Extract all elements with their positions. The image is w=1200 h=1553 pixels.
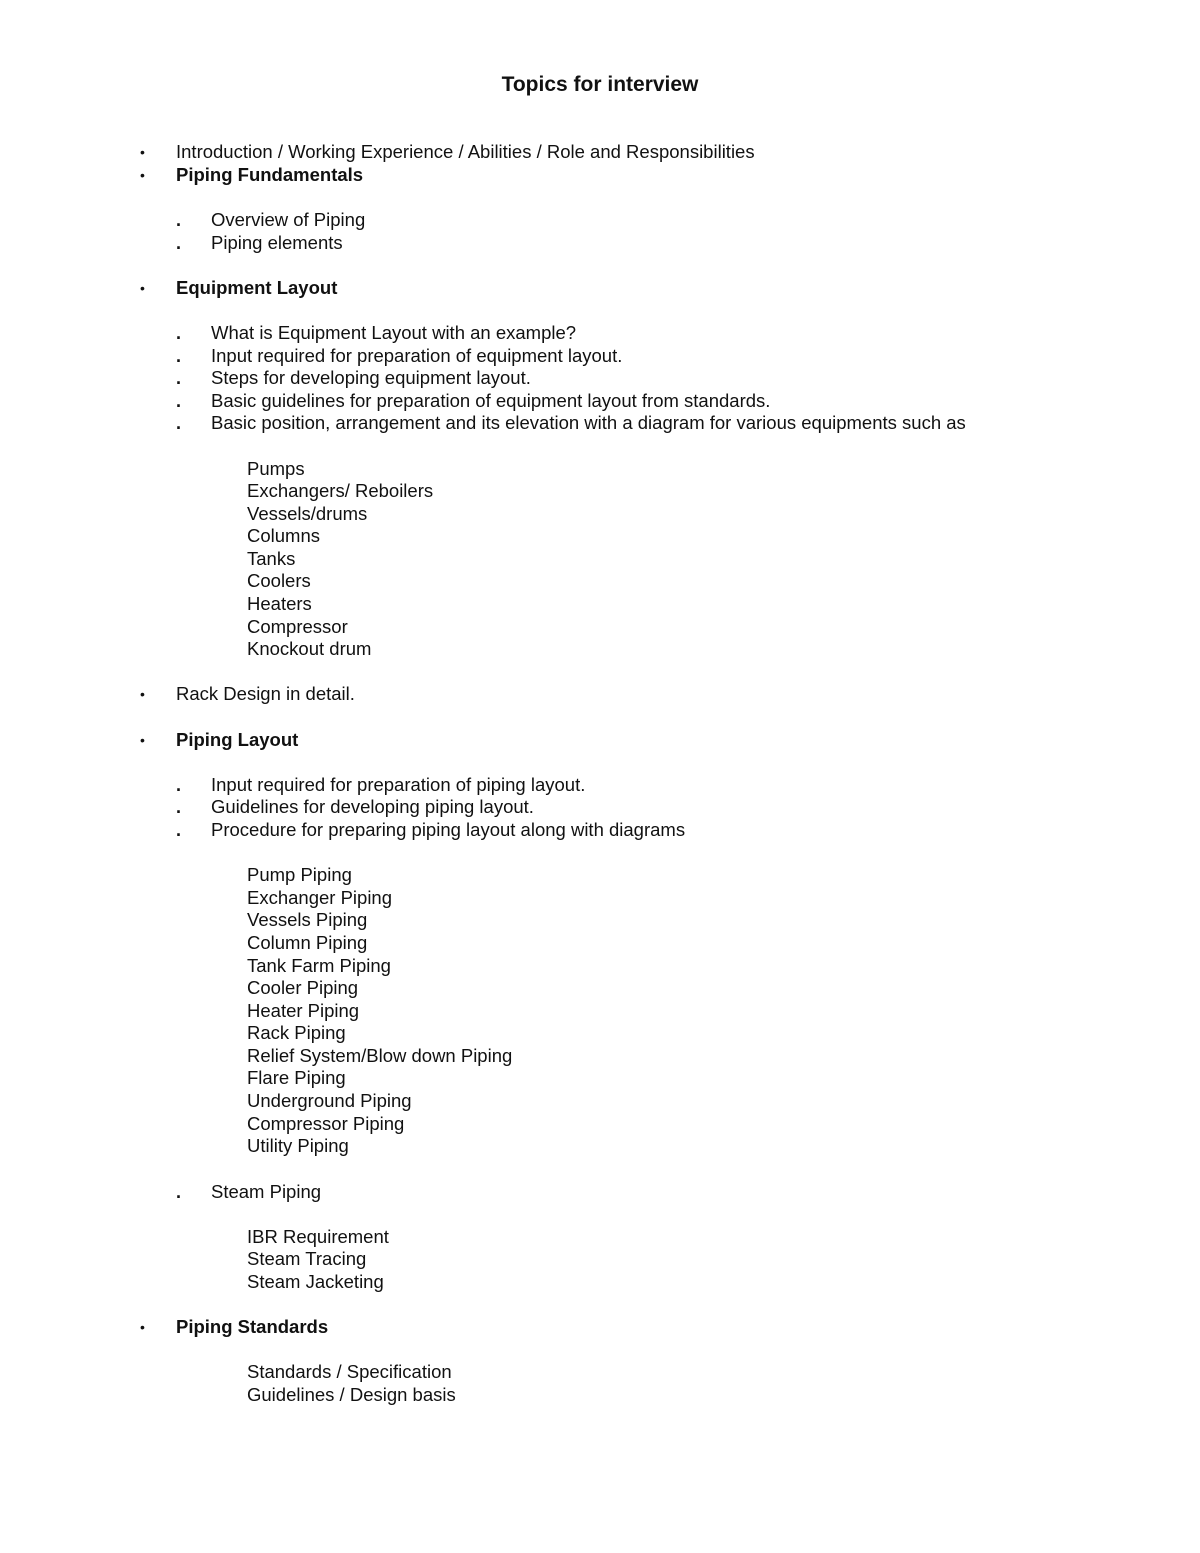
- piping-type-item: Exchanger Piping: [247, 887, 393, 908]
- piping-type-item: Column Piping: [247, 932, 368, 953]
- piping-type-item: Utility Piping: [247, 1135, 349, 1156]
- bullet-icon: •: [140, 167, 145, 183]
- piping-type-item: Heater Piping: [247, 1000, 360, 1021]
- equipment-item: Coolers: [247, 570, 311, 591]
- bullet-icon: •: [140, 144, 145, 160]
- sub-bullet-icon: .: [176, 233, 182, 253]
- section-heading-piping-fundamentals: Piping Fundamentals: [176, 164, 364, 185]
- list-item: Procedure for preparing piping layout along with diagrams: [211, 819, 686, 840]
- sub-bullet-icon: .: [176, 1182, 182, 1202]
- sub-bullet-icon: .: [176, 323, 182, 343]
- rack-design-topic: Rack Design in detail.: [176, 683, 355, 704]
- bullet-icon: •: [140, 732, 145, 748]
- piping-type-item: Flare Piping: [247, 1067, 346, 1088]
- section-heading-piping-layout: Piping Layout: [176, 729, 299, 750]
- sub-bullet-icon: .: [176, 413, 182, 433]
- bullet-icon: •: [140, 1319, 145, 1335]
- list-item: Basic position, arrangement and its elevation with a diagram for various equipments such as: [211, 412, 966, 433]
- list-item: Guidelines for developing piping layout.: [211, 796, 534, 817]
- sub-bullet-icon: .: [176, 775, 182, 795]
- piping-type-item: Cooler Piping: [247, 977, 359, 998]
- standards-item: Standards / Specification: [247, 1361, 452, 1382]
- piping-type-item: Underground Piping: [247, 1090, 412, 1111]
- list-item: Overview of Piping: [211, 209, 366, 230]
- intro-topic: Introduction / Working Experience / Abilities / Role and Responsibilities: [176, 141, 755, 162]
- list-item: Steps for developing equipment layout.: [211, 367, 531, 388]
- equipment-item: Compressor: [247, 616, 348, 637]
- sub-bullet-icon: .: [176, 391, 182, 411]
- steam-piping-label: Steam Piping: [211, 1181, 322, 1202]
- equipment-item: Columns: [247, 525, 320, 546]
- section-heading-piping-standards: Piping Standards: [176, 1316, 329, 1337]
- steam-piping-item: IBR Requirement: [247, 1226, 389, 1247]
- piping-type-item: Vessels Piping: [247, 909, 368, 930]
- list-item: Piping elements: [211, 232, 343, 253]
- list-item: Input required for preparation of piping layout.: [211, 774, 586, 795]
- equipment-item: Tanks: [247, 548, 296, 569]
- equipment-item: Pumps: [247, 458, 305, 479]
- piping-type-item: Pump Piping: [247, 864, 352, 885]
- sub-bullet-icon: .: [176, 797, 182, 817]
- equipment-item: Exchangers/ Reboilers: [247, 480, 434, 501]
- equipment-item: Vessels/drums: [247, 503, 368, 524]
- piping-type-item: Compressor Piping: [247, 1113, 405, 1134]
- bullet-icon: •: [140, 280, 145, 296]
- document-title: Topics for interview: [501, 73, 699, 96]
- steam-piping-item: Steam Tracing: [247, 1248, 367, 1269]
- sub-bullet-icon: .: [176, 368, 182, 388]
- section-heading-equipment-layout: Equipment Layout: [176, 277, 338, 298]
- equipment-item: Knockout drum: [247, 638, 372, 659]
- piping-type-item: Relief System/Blow down Piping: [247, 1045, 513, 1066]
- list-item: Basic guidelines for preparation of equipment layout from standards.: [211, 390, 771, 411]
- sub-bullet-icon: .: [176, 820, 182, 840]
- list-item: Input required for preparation of equipment layout.: [211, 345, 623, 366]
- sub-bullet-icon: .: [176, 346, 182, 366]
- piping-type-item: Tank Farm Piping: [247, 955, 391, 976]
- standards-item: Guidelines / Design basis: [247, 1384, 456, 1405]
- steam-piping-item: Steam Jacketing: [247, 1271, 384, 1292]
- bullet-icon: •: [140, 686, 145, 702]
- list-item: What is Equipment Layout with an example?: [211, 322, 577, 343]
- sub-bullet-icon: .: [176, 210, 182, 230]
- piping-type-item: Rack Piping: [247, 1022, 346, 1043]
- equipment-item: Heaters: [247, 593, 312, 614]
